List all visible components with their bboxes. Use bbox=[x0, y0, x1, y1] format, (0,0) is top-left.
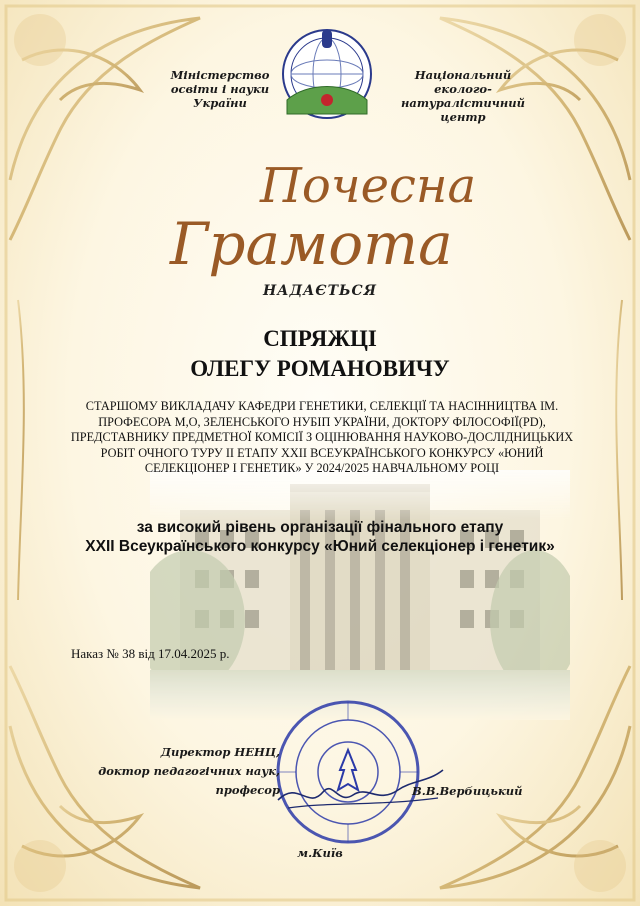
merit-statement bbox=[0, 518, 640, 556]
title-line-2: Грамота bbox=[170, 210, 453, 278]
merit-line-1: за високий рівень організації фінального етапу bbox=[136, 519, 504, 536]
center-name bbox=[388, 68, 538, 124]
ministry-line-1: Міністерство bbox=[170, 68, 270, 82]
signatory-title-line-3: професор bbox=[215, 783, 280, 797]
merit-line-2: ХХІІ Всеукраїнського конкурсу «Юний селекціонер і генетик» bbox=[85, 538, 555, 555]
center-line-3: центр bbox=[440, 110, 486, 124]
awarded-label: НАДАЄТЬСЯ bbox=[262, 283, 378, 299]
center-line-2: еколого-натуралістичний bbox=[400, 82, 526, 110]
ministry-name bbox=[170, 68, 270, 110]
building-backdrop bbox=[150, 470, 570, 720]
recipient-given-names: ОЛЕГУ РОМАНОВИЧУ bbox=[190, 356, 450, 381]
center-logo bbox=[262, 22, 392, 142]
ministry-line-2: освіти і науки України bbox=[170, 82, 270, 110]
certificate-title bbox=[150, 140, 490, 280]
signatory-title bbox=[80, 743, 280, 800]
recipient-description: СТАРШОМУ ВИКЛАДАЧУ КАФЕДРИ ГЕНЕТИКИ, СЕЛЕКЦІЇ ТА НАСІННИЦТВА ІМ. ПРОФЕСОРА М,О, ЗЕЛЕНСЬКОГО НУБІП УКРАЇНИ, ДОКТОРУ ФІЛОСОФІЇ(PD), ПРЕДСТАВНИКУ ПРЕДМЕТНОЇ КОМІСІЇ З ОЦІНЮВАННЯ НАУКОВО-ДОСЛІДНИЦЬКИХ РОБІТ ОЧНОГО ТУРУ ІІ ЕТАПУ ХХІІ ВСЕУКРАЇНСЬКОГО КОНКУРСУ «ЮНИЙ СЕЛЕКЦІОНЕР І ГЕНЕТИК» У 2024/2025 НАВЧАЛЬНОМУ РОЦІ bbox=[70, 399, 574, 475]
signatory-title-line-2: доктор педагогічних наук, bbox=[98, 764, 280, 778]
signatory-title-line-1: Директор НЕНЦ, bbox=[160, 745, 280, 759]
recipient-surname: СПРЯЖЦІ bbox=[263, 326, 377, 351]
order-reference: Наказ № 38 від 17.04.2025 р. bbox=[71, 646, 230, 661]
title-line-1: Почесна bbox=[260, 158, 477, 214]
signatory-name: В.В.Вербицький bbox=[412, 784, 523, 798]
city-label: м.Київ bbox=[297, 846, 343, 860]
center-line-1: Національний bbox=[414, 68, 512, 82]
